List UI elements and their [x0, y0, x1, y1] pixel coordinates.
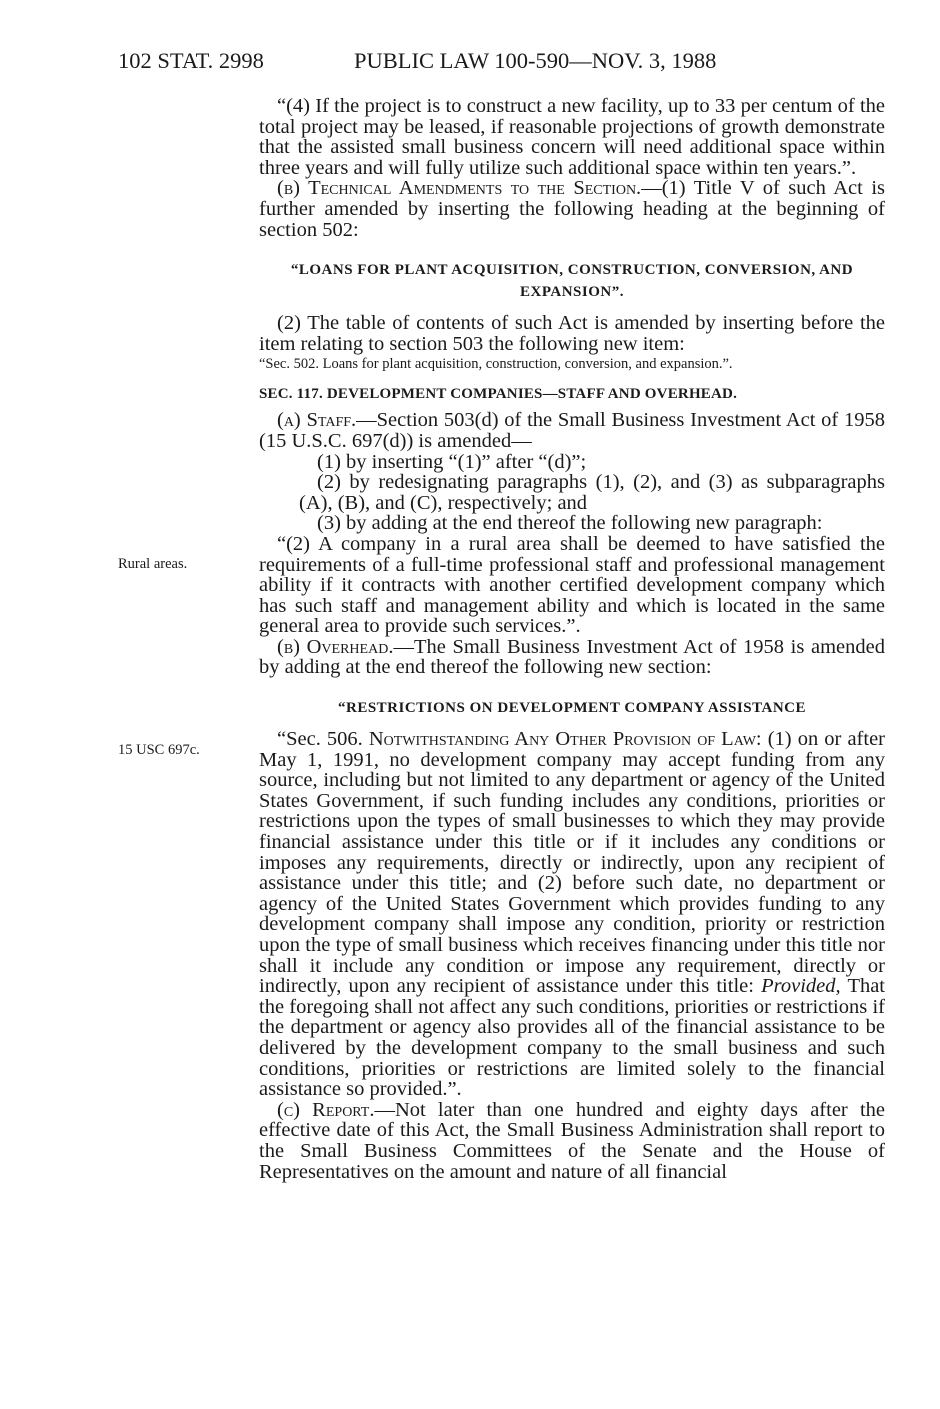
subsection-c-report — [259, 1100, 885, 1182]
stat-page-number: 102 STAT. 2998 — [118, 48, 264, 73]
subsection-label: (a) Staff. — [277, 409, 357, 432]
page-header — [118, 48, 838, 78]
subsection-label: (b) Overhead. — [277, 635, 394, 658]
clause-a2: (2) by redesignating paragraphs (1), (2), and (3) as subparagraphs (A), (B), and (C), respectively; and — [299, 471, 885, 514]
subsection-text: —Not later than one hundred and eighty days after the effective date of this Act, the Small Business Administration shall report to the Small Business Committees of the Senate and the House of Representatives on the amount and nature of all financial — [259, 1098, 885, 1183]
inserted-heading-506: “RESTRICTIONS ON DEVELOPMENT COMPANY ASSISTANCE — [337, 700, 807, 717]
section-506-text — [259, 729, 885, 1100]
paragraph-4-quote: “(4) If the project is to construct a new facility, up to 33 per centum of the total project may be leased, if reasonable projections of growth demonstrate that the assisted small business concern will need additional space within three years and will fully utilize such additional space within ten years.”. — [259, 95, 885, 179]
proviso-term: Provided, — [761, 975, 841, 998]
section-506-number: “Sec. 506. — [277, 728, 369, 751]
subsection-text: —Section 503(d) of the Small Business Investment Act of 1958 (15 U.S.C. 697(d)) is amended— — [259, 409, 885, 452]
margin-note-usc: 15 USC 697c. — [118, 742, 200, 758]
section-506-label: Notwithstanding Any Other Provision of Law — [368, 728, 756, 751]
section-506-proviso: That the foregoing shall not affect any such conditions, priorities or restrictions if the department or agency also provides all of the financial assistance to be delivered by the development company to the small business and such conditions, priorities or restrictions are limited solely to the financial assistance so provided.”. — [259, 975, 886, 1101]
subsection-label: (b) Technical Amendments to the Section. — [277, 177, 642, 200]
document-body — [259, 96, 885, 1182]
section-117-heading: SEC. 117. DEVELOPMENT COMPANIES—STAFF AND OVERHEAD. — [259, 386, 738, 403]
inserted-heading-502: “LOANS FOR PLANT ACQUISITION, CONSTRUCTION, CONVERSION, AND EXPANSION”. — [290, 262, 854, 301]
subsection-text: —(1) Title V of such Act is further amended by inserting the following heading at the beginning of section 502: — [259, 177, 885, 241]
paragraph-b-technical — [259, 178, 885, 240]
subsection-a-staff — [259, 410, 885, 451]
paragraph-2-toc: (2) The table of contents of such Act is amended by inserting before the item relating to section 503 the following new item: — [259, 312, 885, 355]
toc-item-502: “Sec. 502. Loans for plant acquisition, construction, conversion, and expansion.”. — [259, 356, 733, 373]
rural-area-paragraph: “(2) A company in a rural area shall be deemed to have satisfied the requirements of a full-time professional staff and professional management ability if it contracts with another certified development company which has such staff and management ability and which is located in the same general area to provide such services.”. — [259, 532, 885, 638]
clause-a3: (3) by adding at the end thereof the following new paragraph: — [317, 512, 823, 535]
subsection-label: (c) Report. — [277, 1098, 375, 1121]
clause-a1: (1) by inserting “(1)” after “(d)”; — [317, 450, 587, 473]
section-506-body: : (1) on or after May 1, 1991, no development company may accept funding from any source, including but not limited to any department or agency of the United States Government, if such funding includes any conditions, priorities or restrictions upon the types of small businesses to which they may provide financial assistance under this title or if it includes any conditions or imposes any requirements, directly or indirectly, upon any recipient of assistance under this title; and (2) before such date, no department or agency of the United States Government which provides funding to any development company shall impose any condition, priority or restriction upon the type of small business which receives financing under this title nor shall it include any condition or impose any requirement, directly or indirectly, upon any recipient of assistance under this title: — [259, 728, 885, 998]
subsection-b-overhead — [259, 637, 885, 678]
subsection-text: —The Small Business Investment Act of 1958 is amended by adding at the end thereof the following new section: — [259, 635, 885, 679]
margin-note-rural: Rural areas. — [118, 556, 188, 572]
law-title: PUBLIC LAW 100-590—NOV. 3, 1988 — [354, 48, 717, 73]
